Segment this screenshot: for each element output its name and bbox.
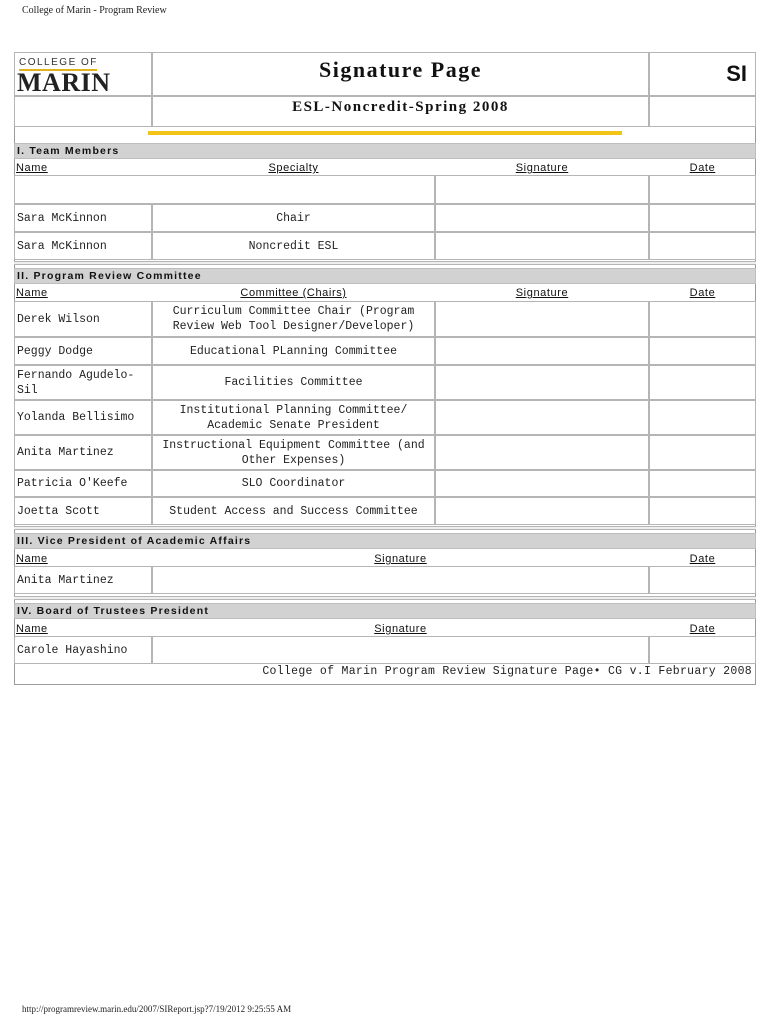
section-board-president: IV. Board of Trustees President — [14, 603, 756, 619]
board-header-date: Date — [689, 623, 716, 635]
team-row-date[interactable] — [649, 204, 756, 232]
section-separator — [14, 526, 756, 530]
committee-row-name: Yolanda Bellisimo — [14, 400, 152, 435]
team-blank-cell — [14, 175, 435, 204]
team-row-signature[interactable] — [435, 204, 649, 232]
logo-top-text: COLLEGE OF — [19, 57, 98, 68]
committee-row-role: Instructional Equipment Committee (and Other Expenses) — [152, 435, 435, 470]
team-row-date[interactable] — [649, 232, 756, 260]
committee-row-role: Institutional Planning Committee/ Academic Senate President — [152, 400, 435, 435]
vp-name: Anita Martinez — [14, 566, 152, 594]
committee-row-name: Derek Wilson — [14, 301, 152, 337]
committee-row-role: Educational PLanning Committee — [152, 337, 435, 365]
committee-row-date[interactable] — [649, 301, 756, 337]
code-cell — [649, 52, 756, 96]
vp-signature-field[interactable] — [152, 566, 649, 594]
team-header-specialty: Specialty — [268, 162, 319, 174]
report-code: SI — [726, 61, 747, 86]
team-row-specialty: Chair — [152, 204, 435, 232]
committee-row-name: Joetta Scott — [14, 497, 152, 525]
section-vice-president: III. Vice President of Academic Affairs — [14, 533, 756, 549]
committee-row-signature[interactable] — [435, 400, 649, 435]
committee-row-date[interactable] — [649, 435, 756, 470]
section-program-review-committee: II. Program Review Committee — [14, 268, 756, 284]
committee-row-name: Patricia O'Keefe — [14, 470, 152, 497]
board-header-name: Name — [16, 623, 48, 635]
vp-header-name: Name — [16, 553, 48, 565]
vp-header-signature: Signature — [374, 553, 427, 565]
committee-row-date[interactable] — [649, 365, 756, 400]
committee-row-signature[interactable] — [435, 337, 649, 365]
team-header-signature: Signature — [515, 162, 569, 174]
committee-row-role: SLO Coordinator — [152, 470, 435, 497]
board-name: Carole Hayashino — [14, 636, 152, 664]
committee-row-date[interactable] — [649, 470, 756, 497]
team-row-signature[interactable] — [435, 232, 649, 260]
code-under-cell — [649, 96, 756, 127]
committee-row-signature[interactable] — [435, 301, 649, 337]
team-row-name: Sara McKinnon — [14, 204, 152, 232]
page-title: Signature Page — [319, 57, 482, 82]
team-blank-date[interactable] — [649, 175, 756, 204]
logo-under-cell — [14, 96, 152, 127]
gold-divider — [148, 131, 622, 135]
committee-row-signature[interactable] — [435, 497, 649, 525]
committee-header-date: Date — [689, 287, 716, 299]
board-date-field[interactable] — [649, 636, 756, 664]
section-separator — [14, 261, 756, 265]
team-row-specialty: Noncredit ESL — [152, 232, 435, 260]
board-header-signature: Signature — [374, 623, 427, 635]
section-team-members: I. Team Members — [14, 143, 756, 159]
committee-row-name: Anita Martinez — [14, 435, 152, 470]
committee-row-name: Peggy Dodge — [14, 337, 152, 365]
committee-row-date[interactable] — [649, 337, 756, 365]
committee-row-signature[interactable] — [435, 435, 649, 470]
vp-date-field[interactable] — [649, 566, 756, 594]
vp-header-date: Date — [689, 553, 716, 565]
board-signature-field[interactable] — [152, 636, 649, 664]
section-separator — [14, 596, 756, 600]
committee-row-role: Curriculum Committee Chair (Program Review Web Tool Designer/Developer) — [152, 301, 435, 337]
browser-print-header: College of Marin - Program Review — [22, 5, 167, 16]
team-header-date: Date — [689, 162, 716, 174]
committee-row-name: Fernando Agudelo-Sil — [14, 365, 152, 400]
college-logo — [14, 52, 152, 96]
committee-row-date[interactable] — [649, 400, 756, 435]
committee-row-signature[interactable] — [435, 365, 649, 400]
page-subtitle: ESL-Noncredit-Spring 2008 — [292, 99, 509, 115]
subtitle-cell — [152, 96, 649, 127]
committee-row-signature[interactable] — [435, 470, 649, 497]
team-row-name: Sara McKinnon — [14, 232, 152, 260]
committee-row-role: Student Access and Success Committee — [152, 497, 435, 525]
committee-header-role: Committee (Chairs) — [240, 287, 347, 299]
form-footnote: College of Marin Program Review Signature Page• CG v.I February 2008 — [262, 665, 752, 678]
committee-row-date[interactable] — [649, 497, 756, 525]
title-cell — [152, 52, 649, 96]
logo-main-text: MARIN — [17, 68, 111, 97]
team-blank-signature[interactable] — [435, 175, 649, 204]
committee-row-role: Facilities Committee — [152, 365, 435, 400]
team-header-name: Name — [16, 162, 48, 174]
committee-header-name: Name — [16, 287, 48, 299]
committee-header-signature: Signature — [515, 287, 569, 299]
browser-print-footer: http://programreview.marin.edu/2007/SIReport.jsp?7/19/2012 9:25:55 AM — [22, 1004, 292, 1014]
